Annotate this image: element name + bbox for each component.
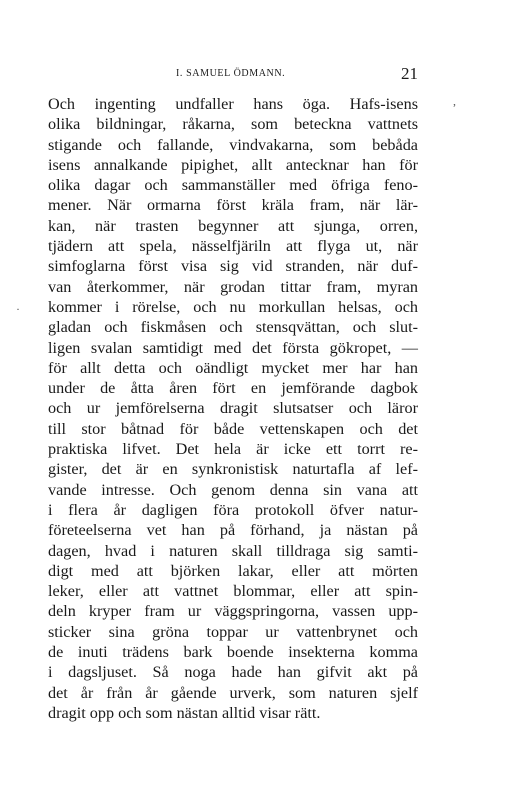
margin-dot: ·	[16, 302, 20, 316]
text-line: digt med att björken lakar, eller att mörten	[48, 561, 418, 580]
text-line: i dagsljuset. Så noga hade han gifvit akt på	[48, 663, 418, 682]
text-line: ligen svalan samtidigt med det första gökropet, —	[48, 338, 418, 357]
text-line: företeelserna vet han på förhand, ja nästan på	[48, 521, 418, 540]
text-line: olika dagar och sammanställer med öfriga feno-	[48, 176, 418, 195]
text-line: leker, eller att vattnet blommar, eller att spin-	[48, 582, 418, 601]
text-line: stigande och fallande, vindvakarna, som bebåda	[48, 135, 418, 154]
page-number: 21	[401, 64, 418, 83]
body-text	[48, 94, 418, 723]
text-line: van återkommer, när grodan tittar fram, myran	[48, 277, 418, 296]
text-line: tjädern att spela, nässelfjäriln att flyga ut, när	[48, 237, 418, 256]
text-line: dagen, hvad i naturen skall tilldraga sig samti-	[48, 541, 418, 560]
text-line: dragit opp och som nästan alltid visar rätt.	[48, 703, 321, 722]
text-line: Och ingenting undfaller hans öga. Hafs-isens	[48, 95, 418, 113]
text-line: isens annalkande pipighet, allt antecknar han för	[48, 155, 418, 174]
text-line: praktiska lifvet. Det hela är icke ett torrt re-	[48, 440, 418, 459]
margin-mark: ,	[453, 94, 456, 108]
page-header	[48, 64, 418, 84]
text-line: och ur jemförelserna dragit slutsatser och läror	[48, 399, 418, 418]
text-line: de inuti trädens bark boende insekterna komma	[48, 643, 418, 662]
text-line: sticker sina gröna toppar ur vattenbrynet och	[48, 622, 418, 641]
text-line: vande intresse. Och genom denna sin vana att	[48, 480, 418, 499]
text-line: olika bildningar, råkarna, som beteckna vattnets	[48, 115, 418, 134]
text-line: mener. När ormarna först kräla fram, när lär-	[48, 196, 418, 215]
text-line: det år från år gående urverk, som naturen sjelf	[48, 683, 418, 702]
text-line: deln kryper fram ur väggspringorna, vassen upp-	[48, 602, 418, 621]
text-line: under de åtta åren fört en jemförande dagbok	[48, 379, 418, 398]
text-line: till stor båtnad för både vettenskapen och det	[48, 419, 418, 438]
text-line: simfoglarna först visa sig vid stranden, när duf-	[48, 257, 418, 276]
text-line: kan, när trasten begynner att sjunga, orren,	[48, 216, 418, 235]
text-line: gladan och fiskmåsen och stensqvättan, och slut-	[48, 318, 418, 337]
text-line: för allt detta och oändligt mycket mer har han	[48, 358, 418, 377]
text-line: i flera år dagligen föra protokoll öfver natur-	[48, 500, 418, 519]
text-line: kommer i rörelse, och nu morkullan helsas, och	[48, 297, 418, 316]
running-head: I. SAMUEL ÖDMANN.	[176, 68, 286, 79]
text-line: gister, det är en synkronistisk naturtafla af lef-	[48, 460, 418, 479]
